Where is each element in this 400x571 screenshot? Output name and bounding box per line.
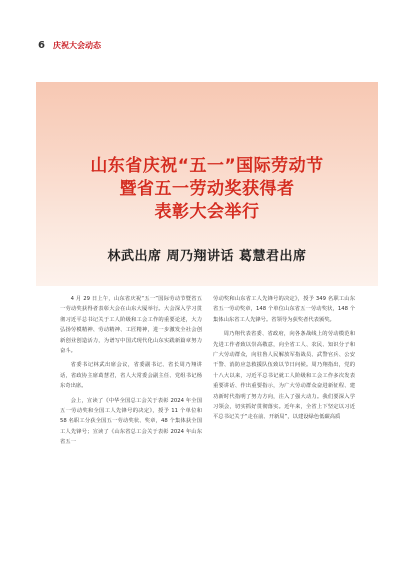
article-body: [60, 294, 356, 566]
section-label: 庆祝大会动态: [52, 40, 101, 50]
body-paragraph: 省委书记林武出席会议，省委副书记、省长周乃翔讲话，省政协主席葛慧君，省人大常委会副主任、党组书记杨东奇出席。: [60, 362, 202, 390]
article-title: [36, 155, 378, 224]
title-line: 山东省庆祝“五一”国际劳动节: [90, 156, 324, 176]
body-column-left: [60, 294, 202, 566]
body-paragraph: 会上，宣读了《中华全国总工会关于表彰 2024 年全国五一劳动奖和全国工人先锋号的决定》，授予 11 个单位和 58 名职工分获全国五一劳动奖状、奖章，48 个集体获全国工人先锋号；宣读了《山东省总工会关于表彰 2024 年山东省五一: [60, 397, 202, 446]
title-line: 暨省五一劳动奖获得者: [119, 179, 295, 199]
body-paragraph: 周乃翔代表省委、省政府，向各条战线上的劳动模范和先进工作者致以崇高敬意，向全省工人、农民、知识分子和广大劳动群众，向驻鲁人民解放军指战员、武警官兵、公安干警、消防应急救援队伍致以节日问候。周乃翔指出，党的十八大以来，习近平总书记就工人阶级和工会工作多次发表重要讲话、作出重要指示，为广大劳动群众奋进新征程、建功新时代指明了努力方向，注入了强大动力。我们要深入学习领会，切实抓好贯彻落实。近年来，全省上下坚定以习近平总书记关于“走在前、开新局”，以建设绿色低碳高质: [213, 331, 355, 421]
title-line: 表彰大会举行: [154, 202, 260, 222]
page-header: [38, 38, 101, 52]
body-column-right: [213, 294, 355, 566]
body-paragraph: 4 月 29 日上午，山东省庆祝“五一”国际劳动节暨省五一劳动奖获得者表彰大会在山东大厦举行。大会深入学习贯彻习近平总书记关于工人阶级和工会工作的重要论述，大力弘扬劳模精神、劳动精神、工匠精神，进一步激发全社会创新创业创造活力，为谱写中国式现代化山东实践新篇章努力奋斗。: [60, 296, 202, 355]
article-subtitle: 林武出席 周乃翔讲话 葛慧君出席: [107, 249, 307, 264]
page-number: 6: [38, 39, 45, 51]
body-paragraph: 劳动奖和山东省工人先锋号的决定》，授予 349 名职工山东省五一劳动奖章，148 个单位山东省五一劳动奖状，148 个集体山东省工人先锋号。省领导为获奖者代表颁奖。: [213, 296, 355, 323]
